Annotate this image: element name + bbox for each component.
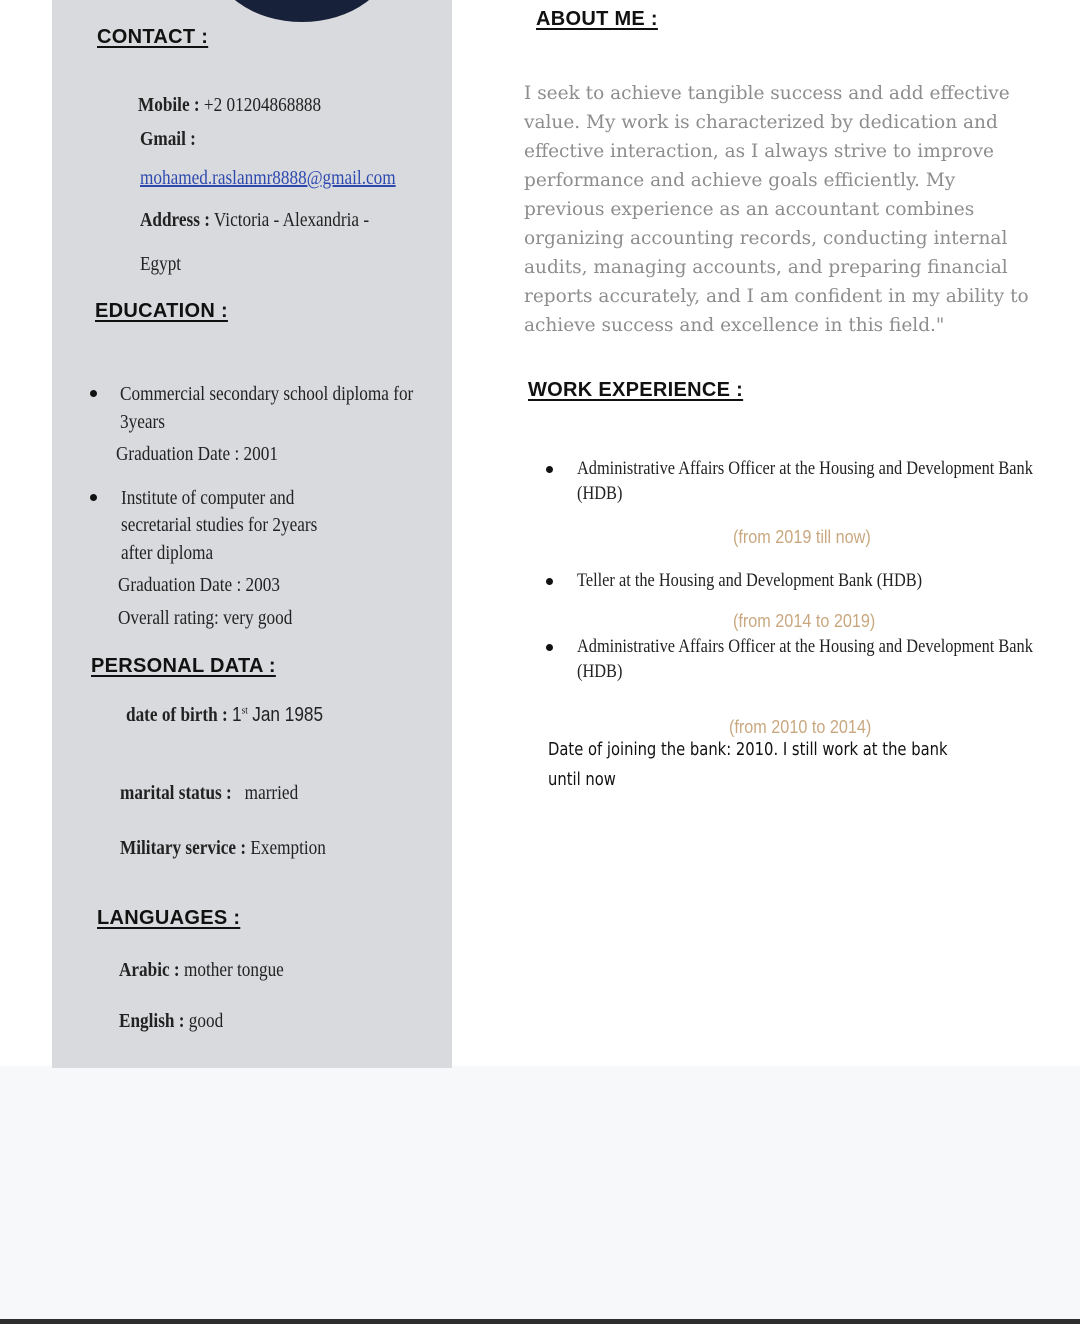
- arabic-label: Arabic :: [119, 959, 180, 981]
- about-line: performance and achieve goals efficiently. My: [524, 170, 956, 191]
- education-item-1-line2: 3years: [120, 411, 165, 433]
- contact-heading: CONTACT :: [97, 26, 209, 48]
- about-paragraph: [524, 79, 1034, 340]
- bullet-icon: [546, 466, 553, 473]
- about-line: effective interaction, as I always strive to improve: [524, 141, 994, 162]
- dob-day: 1: [232, 704, 242, 726]
- education-item-1-graduation: Graduation Date : 2001: [116, 443, 278, 465]
- education-item-1-line1: Commercial secondary school diploma for: [120, 383, 414, 405]
- address-value: Victoria - Alexandria -: [213, 209, 370, 231]
- arabic-value: mother tongue: [183, 959, 284, 981]
- about-line: I seek to achieve tangible success and add effective: [524, 83, 1010, 104]
- job-1-title-line2: (HDB): [577, 483, 623, 504]
- military-value: Exemption: [250, 837, 326, 859]
- education-heading: EDUCATION :: [95, 300, 228, 322]
- job-1-title-line1: Administrative Affairs Officer at the Housing and Development Bank: [577, 458, 1033, 479]
- work-experience-heading: WORK EXPERIENCE :: [528, 379, 744, 401]
- about-line: organizing accounting records, conducting internal: [524, 228, 1008, 249]
- language-english: [119, 1010, 223, 1033]
- profile-photo: [212, 0, 392, 22]
- job-2-title-line1: Teller at the Housing and Development Bank (HDB): [577, 570, 923, 591]
- education-item-2-graduation: Graduation Date : 2003: [118, 574, 280, 596]
- about-heading: ABOUT ME :: [536, 8, 658, 30]
- education-item-2-line1: Institute of computer and: [121, 487, 295, 509]
- mobile-value: +2 01204868888: [203, 94, 322, 116]
- about-line: reports accurately, and I am confident in my ability to: [524, 286, 1029, 307]
- about-line: value. My work is characterized by dedication and: [524, 112, 998, 133]
- mobile-row: [138, 94, 321, 117]
- marital-value: married: [244, 782, 299, 804]
- military-label: Military service :: [120, 837, 247, 859]
- gmail-link[interactable]: mohamed.raslanmr8888@gmail.com: [140, 167, 396, 189]
- address-row: [140, 209, 369, 232]
- education-item-2-rating: Overall rating: very good: [118, 607, 293, 629]
- personal-data-heading: PERSONAL DATA :: [91, 655, 276, 677]
- military-row: [120, 837, 326, 860]
- gmail-label: Gmail :: [140, 128, 196, 150]
- job-3-title-line1: Administrative Affairs Officer at the Housing and Development Bank: [577, 636, 1033, 657]
- education-item-2-line3: after diploma: [121, 542, 214, 564]
- dob-rest: Jan 1985: [252, 704, 324, 726]
- dob-suffix: st: [241, 704, 248, 717]
- education-item-2-line2: secretarial studies for 2years: [121, 514, 318, 536]
- languages-heading: LANGUAGES :: [97, 907, 241, 929]
- english-value: good: [188, 1010, 224, 1032]
- about-line: achieve success and excellence in this field.": [524, 315, 945, 336]
- job-1-period: (from 2019 till now): [733, 527, 871, 547]
- about-line: previous experience as an accountant combines: [524, 199, 975, 220]
- dob-label: date of birth :: [126, 704, 228, 726]
- bullet-icon: [90, 494, 97, 501]
- bottom-divider: [0, 1319, 1080, 1324]
- address-label: Address :: [140, 209, 210, 231]
- joining-note-line2: until now: [548, 769, 616, 790]
- job-3-period: (from 2010 to 2014): [729, 717, 872, 737]
- marital-row: [120, 782, 298, 805]
- bullet-icon: [546, 644, 553, 651]
- job-3-title-line2: (HDB): [577, 661, 623, 682]
- job-2-period: (from 2014 to 2019): [733, 611, 876, 631]
- gmail-label-row: [140, 128, 196, 151]
- language-arabic: [119, 959, 284, 982]
- bullet-icon: [90, 390, 97, 397]
- about-line: audits, managing accounts, and preparing financial: [524, 257, 1008, 278]
- mobile-label: Mobile :: [138, 94, 200, 116]
- address-value-line2: Egypt: [140, 253, 182, 275]
- bullet-icon: [546, 578, 553, 585]
- dob-row: [126, 704, 323, 727]
- marital-label: marital status :: [120, 782, 232, 804]
- english-label: English :: [119, 1010, 185, 1032]
- joining-note-line1: Date of joining the bank: 2010. I still work at the bank: [548, 739, 948, 760]
